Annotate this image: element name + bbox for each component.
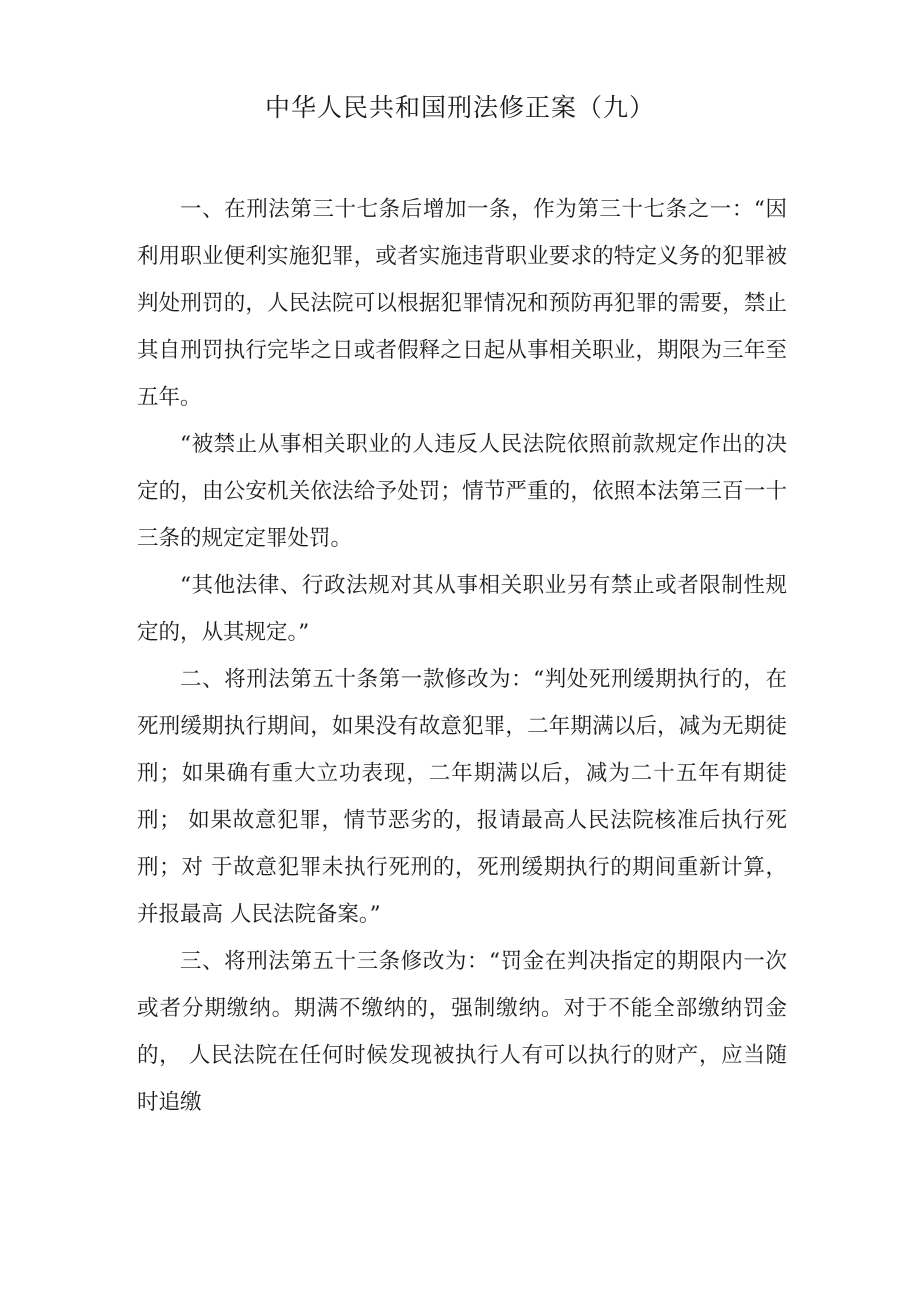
article-1-clause-3-paragraph: “其他法律、行政法规对其从事相关职业另有禁止或者限制性规定的，从其规定。” bbox=[137, 573, 787, 645]
document-title: 中华人民共和国刑法修正案（九） bbox=[264, 93, 655, 122]
document-body bbox=[137, 186, 787, 1126]
article-3-paragraph: 三、将刑法第五十三条修改为：“罚金在判决指定的期限内一次或者分期缴纳。期满不缴纳的，强制缴纳。对于不能全部缴纳罚金的， 人民法院在任何时候发现被执行人有可以执行的财产，应当随时追缴 bbox=[137, 949, 787, 1115]
article-1-clause-2-paragraph: “被禁止从事相关职业的人违反人民法院依照前款规定作出的决定的，由公安机关依法给予处罚；情节严重的，依照本法第三百一十三条的规定定罪处罚。 bbox=[137, 432, 787, 551]
article-2-paragraph: 二、将刑法第五十条第一款修改为：“判处死刑缓期执行的，在死刑缓期执行期间，如果没有故意犯罪，二年期满以后，减为无期徒刑；如果确有重大立功表现，二年期满以后，减为二十五年有期徒刑； 如果故意犯罪，情节恶劣的，报请最高人民法院核准后执行死刑；对 于故意犯罪未执行死刑的，死刑缓期执行的期间重新计算，并报最高 人民法院备案。” bbox=[137, 667, 787, 927]
article-1-paragraph: 一、在刑法第三十七条后增加一条，作为第三十七条之一：“因利用职业便利实施犯罪，或者实施违背职业要求的特定义务的犯罪被判处刑罚的，人民法院可以根据犯罪情况和预防再犯罪的需要，禁止其自刑罚执行完毕之日或者假释之日起从事相关职业，期限为三年至五年。 bbox=[137, 197, 787, 410]
